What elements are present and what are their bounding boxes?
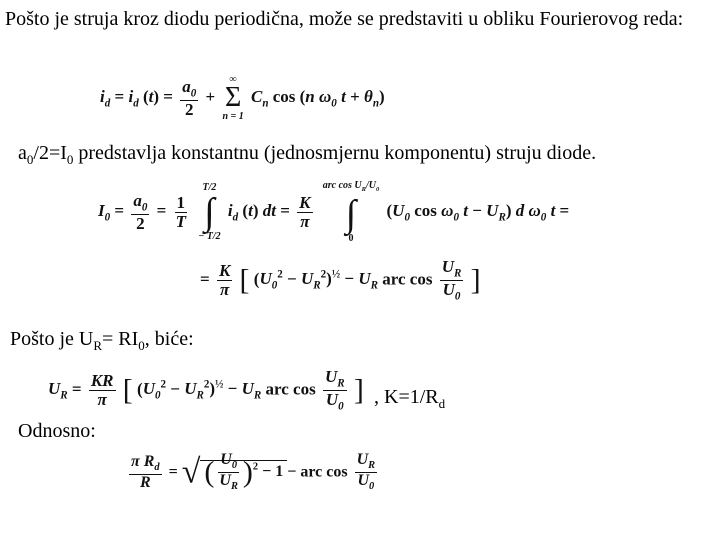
paragraph-fourier-intro-text: Pošto je struja kroz diodu periodična, može se predstaviti u obliku Fourierovog reda: bbox=[5, 8, 684, 30]
equation-fourier-series: $i_d = i_d$ (t) = $\frac{a_0}{2}$ + ∞ Σ n = 1 $C_n$ cos (n $\omega_0$ $t + \theta_n$) bbox=[100, 74, 385, 122]
paragraph-fourier-intro bbox=[5, 8, 717, 30]
equation-final-relation: $\frac{\pi R_d}{R}$ = √ ( $\frac{U_0}{U_R}$ )$^2$ − 1 − arc cos $\frac{U_R}{U_0}$ bbox=[131, 451, 376, 493]
paragraph-ur-definition: Pošto je $U_R= RI_0$, biće: bbox=[10, 328, 194, 353]
paragraph-odnosno: Odnosno: bbox=[18, 420, 96, 442]
equation-dc-current-integral: $I_0$ = $\frac{a_0}{2}$ = $\frac{1}{T}$ T/2 ∫ − T/2 $i_d$ (t) dt = $\frac{K}{\pi}$ arc $\cos U_R/U_0$ ∫ 0 ($U_0$ $\cos \omega_0$ $t - U_R$) d $\omega_0$ t = bbox=[98, 180, 570, 244]
equation-ur: $U_R$ = $\frac{KR}{\pi}$ [ $(U_0^2 - U_R^2)^{\frac{1}{2}} - U_R$ arc cos $\frac{U_R}{U_0}$ ] bbox=[48, 367, 364, 413]
equation-dc-current-result: = $\frac{K}{\pi}$ [ $(U_0^2 - U_R^2)^{\frac{1}{2}} - U_R$ arc cos $\frac{U_R}{U_0}$ ] bbox=[200, 257, 481, 303]
paragraph-dc-component: $a_0/2=I_0$ predstavlja konstantnu (jednosmjernu komponentu) struju diode. bbox=[18, 142, 597, 167]
paragraph-k-definition: , $K=1/R_d$ bbox=[374, 386, 446, 411]
